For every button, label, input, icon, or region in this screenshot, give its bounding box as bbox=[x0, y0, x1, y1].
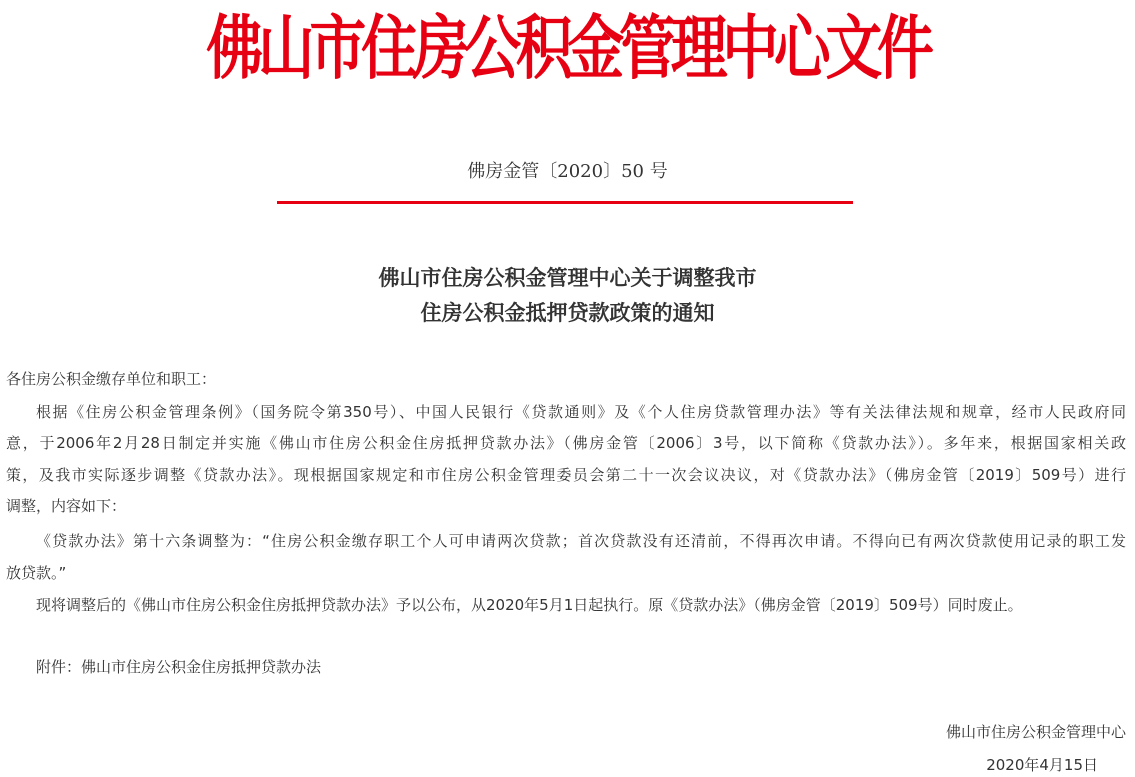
notice-title-line-2: 住房公积金抵押贷款政策的通知 bbox=[420, 301, 715, 325]
red-divider-rule bbox=[277, 201, 853, 204]
salutation: 各住房公积金缴存单位和职工： bbox=[6, 370, 217, 388]
attachment-line: 附件：佛山市住房公积金住房抵押贷款办法 bbox=[36, 658, 322, 676]
paragraph-2-line-1: 《贷款办法》第十六条调整为：“住房公积金缴存职工个人可申请两次贷款；首次贷款没有还清前，不得再次申请。不得向已有两次贷款使用记录的职工发 bbox=[36, 532, 1126, 550]
paragraph-1-line-3: 策，及我市实际逐步调整《贷款办法》。现根据国家规定和市住房公积金管理委员会第二十一次会议决议，对《贷款办法》（佛房金管〔2019〕509号）进行 bbox=[6, 466, 1126, 484]
document-masthead: 佛山市住房公积金管理中心文件 bbox=[206, 7, 929, 89]
issue-date: 2020年4月15日 bbox=[986, 756, 1098, 774]
issuer-signature: 佛山市住房公积金管理中心 bbox=[945, 723, 1126, 741]
document-number: 佛房金管〔2020〕50 号 bbox=[467, 161, 668, 182]
paragraph-1-line-2: 意，于2006年2月28日制定并实施《佛山市住房公积金住房抵押贷款办法》（佛房金管〔2006〕3号，以下简称《贷款办法》）。多年来，根据国家相关政 bbox=[6, 434, 1126, 452]
paragraph-1-line-1: 根据《住房公积金管理条例》（国务院令第350号）、中国人民银行《贷款通则》及《个人住房贷款管理办法》等有关法律法规和规章，经市人民政府同 bbox=[36, 403, 1126, 421]
paragraph-3: 现将调整后的《佛山市住房公积金住房抵押贷款办法》予以公布，从2020年5月1日起执行。原《贷款办法》（佛房金管〔2019〕509号）同时废止。 bbox=[36, 596, 1023, 614]
notice-title-line-1: 佛山市住房公积金管理中心关于调整我市 bbox=[378, 266, 757, 290]
paragraph-2-line-2: 放贷款。” bbox=[6, 564, 67, 582]
paragraph-1-line-4: 调整，内容如下： bbox=[6, 497, 127, 515]
